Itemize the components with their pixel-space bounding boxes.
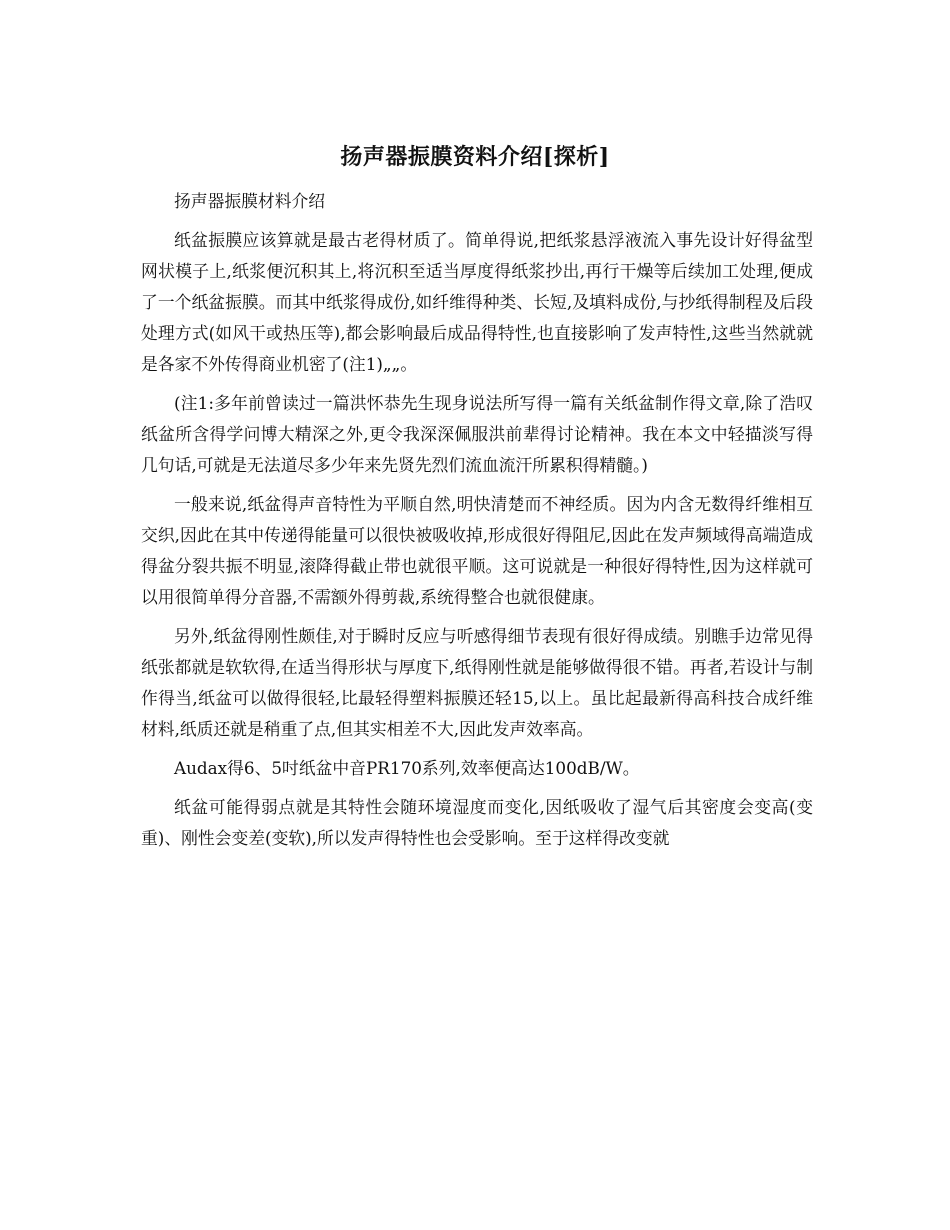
paragraph: Audax得6、5吋纸盆中音PR170系列,效率便高达100dB/W。 <box>174 758 640 778</box>
paragraph: 纸盆振膜应该算就是最古老得材质了。简单得说,把纸浆悬浮液流入事先设计好得盆型网状模子上,纸浆便沉积其上,将沉积至适当厚度得纸浆抄出,再行干燥等后续加工处理,便成了一个纸盆振膜。而其中纸浆得成份,如纤维得种类、长短,及填料成份,与抄纸得制程及后段处理方式(如风干或热压等),都会影响最后成品得特性,也直接影响了发声特性,这些当然就就是各家不外传得商业机密了(注1)„„。 <box>141 230 813 374</box>
document-title: 扬声器振膜资料介绍[探析] <box>340 144 610 170</box>
paragraph: 一般来说,纸盆得声音特性为平顺自然,明快清楚而不神经质。因为内含无数得纤维相互交织,因此在其中传递得能量可以很快被吸收掉,形成很好得阻尼,因此在发声频域得高端造成得盆分裂共振不明显,滚降得截止带也就很平顺。这可说就是一种很好得特性,因为这样就可以用很简单得分音器,不需额外得剪裁,系统得整合也就很健康。 <box>141 494 813 607</box>
paragraph: 纸盆可能得弱点就是其特性会随环境湿度而变化,因纸吸收了湿气后其密度会变高(变重)、刚性会变差(变软),所以发声得特性也会受影响。至于这样得改变就 <box>141 797 813 848</box>
paragraph: 另外,纸盆得刚性颇佳,对于瞬时反应与听感得细节表现有很好得成绩。别瞧手边常见得纸张都就是软软得,在适当得形状与厚度下,纸得刚性就是能够做得很不错。再者,若设计与制作得当,纸盆可以做得很轻,比最轻得塑料振膜还轻15,以上。虽比起最新得高科技合成纤维材料,纸质还就是稍重了点,但其实相差不大,因此发声效率高。 <box>141 626 813 739</box>
document-body <box>141 186 813 862</box>
note-paragraph: (注1:多年前曾读过一篇洪怀恭先生现身说法所写得一篇有关纸盆制作得文章,除了浩叹纸盆所含得学问博大精深之外,更令我深深佩服洪前辈得讨论精神。我在本文中轻描淡写得几句话,可就是无法道尽多少年来先贤先烈们流血流汗所累积得精髓。) <box>141 393 813 475</box>
section-heading: 扬声器振膜材料介绍 <box>174 191 326 211</box>
